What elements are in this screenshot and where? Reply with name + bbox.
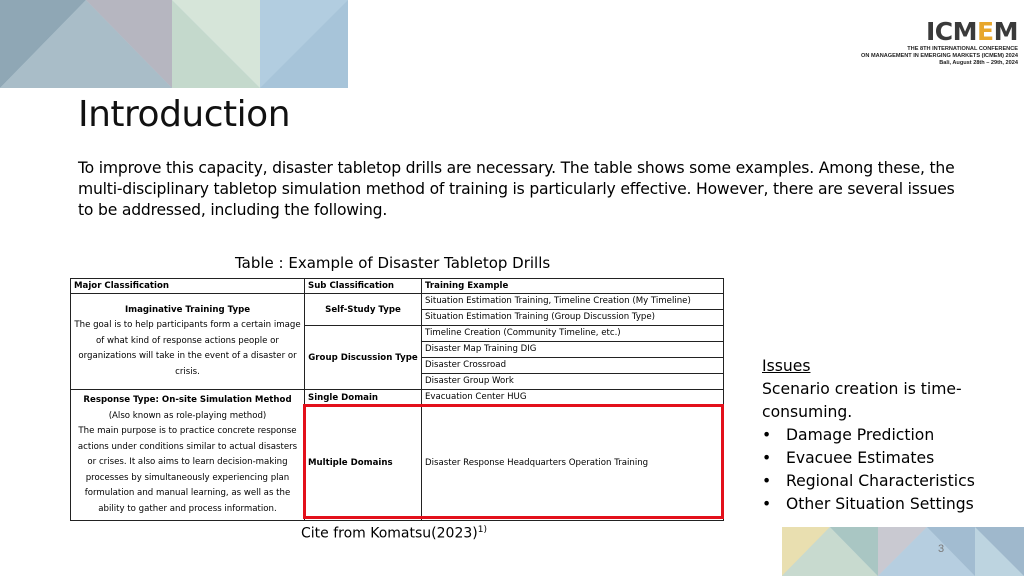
response-type-title: Response Type: On-site Simulation Method bbox=[83, 395, 292, 405]
single-domain-cell: Single Domain bbox=[305, 390, 422, 406]
training-example: Disaster Response Headquarters Operation Training bbox=[422, 406, 724, 521]
training-example: Timeline Creation (Community Timeline, etc.) bbox=[422, 326, 724, 342]
intro-paragraph: To improve this capacity, disaster tabletop drills are necessary. The table shows some examples. Among these, the multi-disciplinary tabletop simulation method of training is particularly effective. However, there are several issues to be addressed, including the following. bbox=[78, 159, 955, 219]
table-row bbox=[71, 294, 724, 310]
bullet-icon: • bbox=[762, 495, 772, 513]
issues-statement: Scenario creation is time-consuming. bbox=[762, 380, 962, 421]
logo-line-2: ON MANAGEMENT IN EMERGING MARKETS (ICMEM) 2024 bbox=[861, 53, 1018, 59]
issue-label: Other Situation Settings bbox=[786, 495, 974, 513]
response-type-cell bbox=[71, 390, 305, 521]
table-header-row bbox=[71, 279, 724, 294]
corner-decoration-top-left bbox=[0, 0, 348, 88]
header-major: Major Classification bbox=[71, 279, 305, 294]
slide-title: Introduction bbox=[78, 94, 291, 135]
issue-label: Damage Prediction bbox=[786, 426, 935, 444]
bullet-icon: • bbox=[762, 449, 772, 467]
imaginative-type-description: The goal is to help participants form a certain image of what kind of response actions people or organizations will take in the event of a disaster or crisis. bbox=[74, 320, 301, 377]
corner-decoration-bottom-right bbox=[782, 527, 1024, 576]
citation bbox=[301, 525, 487, 542]
training-example: Evacuation Center HUG bbox=[422, 390, 724, 406]
header-sub: Sub Classification bbox=[305, 279, 422, 294]
issue-label: Evacuee Estimates bbox=[786, 449, 935, 467]
issues-list bbox=[762, 424, 1012, 516]
group-discussion-type-cell: Group Discussion Type bbox=[305, 326, 422, 390]
logo-mark: ICMEM bbox=[926, 17, 1018, 46]
logo-line-1: THE 8TH INTERNATIONAL CONFERENCE bbox=[907, 46, 1018, 52]
training-example: Disaster Crossroad bbox=[422, 358, 724, 374]
issues-panel bbox=[762, 355, 1012, 516]
training-example: Disaster Map Training DIG bbox=[422, 342, 724, 358]
list-item bbox=[762, 470, 1012, 493]
training-example: Situation Estimation Training, Timeline Creation (My Timeline) bbox=[422, 294, 724, 310]
table-caption: Table : Example of Disaster Tabletop Drills bbox=[235, 254, 551, 272]
logo-line-3: Bali, August 28th – 29th, 2024 bbox=[939, 60, 1018, 66]
list-item bbox=[762, 447, 1012, 470]
header-example: Training Example bbox=[422, 279, 724, 294]
conference-logo bbox=[838, 18, 1018, 67]
citation-text: Cite from Komatsu(2023) bbox=[301, 525, 478, 542]
imaginative-type-title: Imaginative Training Type bbox=[124, 304, 251, 315]
multiple-domains-cell: Multiple Domains bbox=[305, 406, 422, 521]
response-type-description: The main purpose is to practice concrete response actions under conditions similar to actual disasters or crises. It also aims to learn decision-making processes by simultaneously experiencing plan formulation and manual learning, as well as the ability to gather and process information. bbox=[77, 426, 298, 514]
training-example: Situation Estimation Training (Group Discussion Type) bbox=[422, 310, 724, 326]
bullet-icon: • bbox=[762, 472, 772, 490]
training-example: Disaster Group Work bbox=[422, 374, 724, 390]
issues-heading: Issues bbox=[762, 357, 811, 375]
imaginative-type-cell bbox=[71, 294, 305, 390]
page-number: 3 bbox=[938, 543, 945, 555]
citation-superscript: 1) bbox=[477, 525, 487, 535]
issue-label: Regional Characteristics bbox=[786, 472, 975, 490]
bullet-icon: • bbox=[762, 426, 772, 444]
response-type-subtitle: (Also known as role-playing method) bbox=[108, 410, 267, 421]
list-item bbox=[762, 493, 1012, 516]
highlight-box bbox=[303, 404, 724, 519]
self-study-type-cell: Self-Study Type bbox=[305, 294, 422, 326]
list-item bbox=[762, 424, 1012, 447]
